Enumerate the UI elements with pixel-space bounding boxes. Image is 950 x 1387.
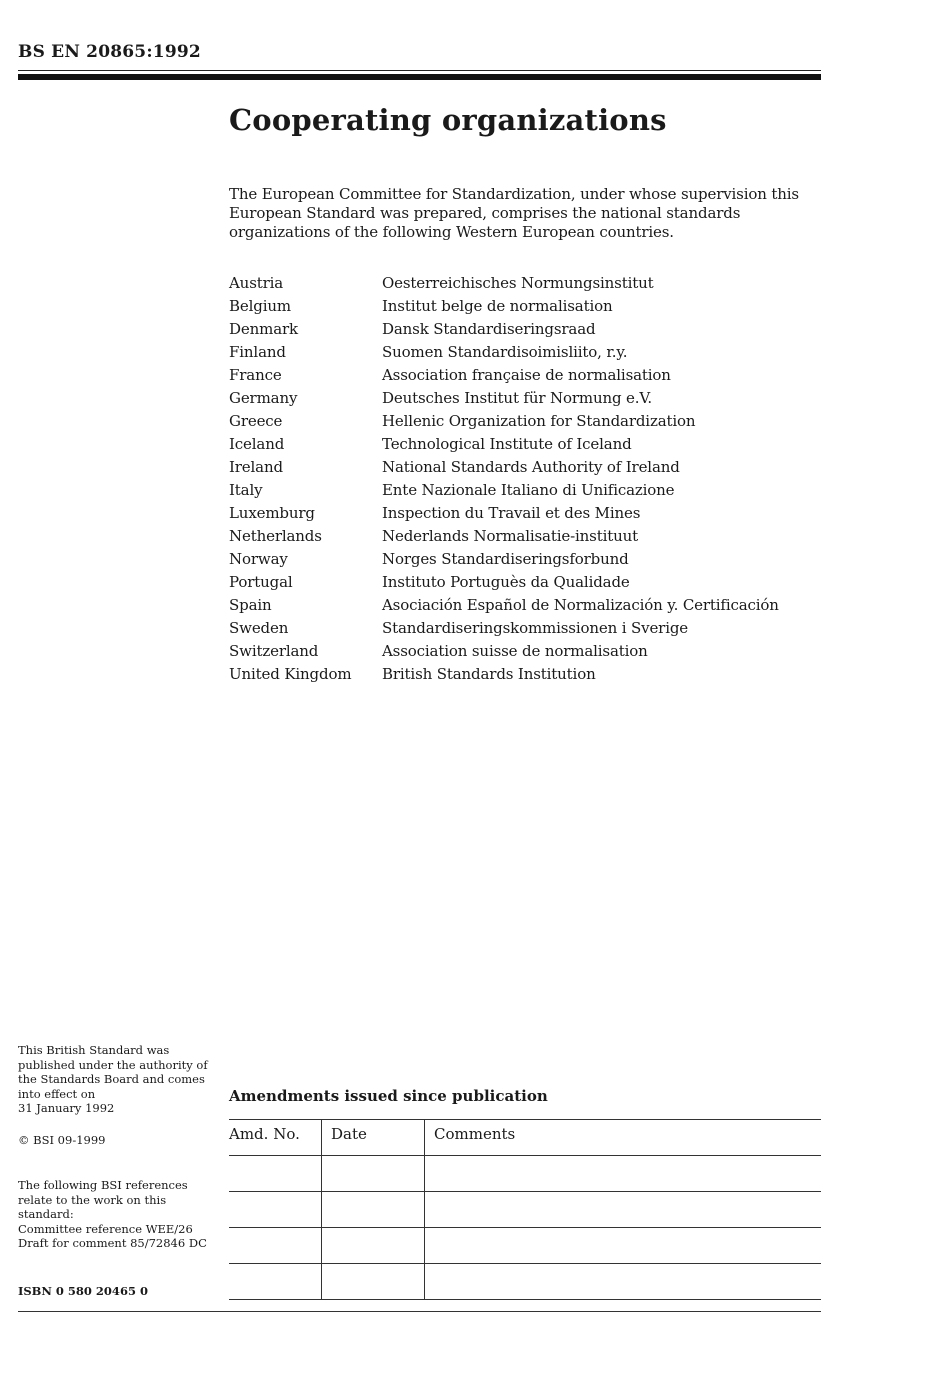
organization-row — [229, 550, 829, 573]
amendment-row — [229, 1264, 821, 1300]
organization-name: Instituto Portuguès da Qualidade — [382, 573, 630, 591]
amendment-cell — [322, 1228, 425, 1264]
organization-row — [229, 596, 829, 619]
organization-name: Technological Institute of Iceland — [382, 435, 632, 453]
organization-row — [229, 619, 829, 642]
organization-name: Hellenic Organization for Standardization — [382, 412, 696, 430]
amendment-cell — [322, 1156, 425, 1192]
amendments-table — [229, 1119, 821, 1300]
organization-row — [229, 481, 829, 504]
country-name: Germany — [229, 389, 298, 407]
organization-row — [229, 665, 829, 688]
organization-name: Norges Standardiseringsforbund — [382, 550, 629, 568]
country-name: Luxemburg — [229, 504, 315, 522]
organization-list — [229, 274, 829, 688]
amendment-cell — [322, 1264, 425, 1300]
organization-name: Association suisse de normalisation — [382, 642, 648, 660]
column-header-comments: Comments — [425, 1120, 822, 1156]
isbn: ISBN 0 580 20465 0 — [18, 1284, 148, 1298]
publication-note — [18, 1043, 223, 1116]
organization-name: British Standards Institution — [382, 665, 596, 683]
country-name: Portugal — [229, 573, 293, 591]
organization-name: Dansk Standardiseringsraad — [382, 320, 596, 338]
country-name: Netherlands — [229, 527, 322, 545]
amendment-cell — [425, 1264, 822, 1300]
page-title: Cooperating organizations — [229, 103, 667, 137]
amendment-cell — [425, 1192, 822, 1228]
amendment-cell — [229, 1264, 322, 1300]
amendment-row — [229, 1228, 821, 1264]
country-name: Belgium — [229, 297, 291, 315]
amendments-heading: Amendments issued since publication — [229, 1087, 548, 1105]
references-note — [18, 1178, 223, 1251]
organization-row — [229, 458, 829, 481]
organization-name: Association française de normalisation — [382, 366, 671, 384]
header-rule-thin — [18, 70, 821, 71]
header-rule-thick — [18, 74, 821, 80]
organization-name: Inspection du Travail et des Mines — [382, 504, 641, 522]
organization-row — [229, 412, 829, 435]
organization-name: Deutsches Institut für Normung e.V. — [382, 389, 653, 407]
country-name: Ireland — [229, 458, 283, 476]
note-line: relate to the work on this — [18, 1192, 167, 1207]
amendment-cell — [425, 1156, 822, 1192]
intro-paragraph: The European Committee for Standardization, under whose supervision this European Standard was prepared, comprises the national standards organizations of the following Western European countries. — [229, 185, 799, 241]
note-line: into effect on — [18, 1086, 96, 1101]
amendment-cell — [229, 1156, 322, 1192]
organization-row — [229, 274, 829, 297]
note-line: The following BSI references — [18, 1178, 188, 1192]
country-name: Switzerland — [229, 642, 319, 660]
organization-row — [229, 320, 829, 343]
organization-name: Standardiseringskommissionen i Sverige — [382, 619, 689, 637]
country-name: Denmark — [229, 320, 298, 338]
organization-row — [229, 504, 829, 527]
column-header-amd-no: Amd. No. — [229, 1120, 322, 1156]
organization-row — [229, 527, 829, 550]
document-id: BS EN 20865:1992 — [18, 42, 201, 62]
note-line: standard: — [18, 1207, 74, 1222]
country-name: France — [229, 366, 282, 384]
organization-row — [229, 573, 829, 596]
country-name: Sweden — [229, 619, 289, 637]
country-name: Spain — [229, 596, 272, 614]
country-name: Italy — [229, 481, 263, 499]
country-name: Norway — [229, 550, 288, 568]
note-line: Draft for comment 85/72846 DC — [18, 1236, 207, 1251]
amendment-cell — [229, 1192, 322, 1228]
organization-row — [229, 343, 829, 366]
organization-row — [229, 389, 829, 412]
copyright-note: © BSI 09-1999 — [18, 1133, 106, 1147]
note-line: Committee reference WEE/26 — [18, 1221, 193, 1236]
organization-name: Ente Nazionale Italiano di Unificazione — [382, 481, 675, 499]
country-name: Greece — [229, 412, 283, 430]
footer-rule — [18, 1311, 821, 1312]
amendments-header-row — [229, 1120, 821, 1156]
organization-name: Suomen Standardisoimisliito, r.y. — [382, 343, 628, 361]
organization-name: Asociación Español de Normalización y. Certificación — [382, 596, 779, 614]
amendment-cell — [425, 1228, 822, 1264]
note-line: the Standards Board and comes — [18, 1072, 205, 1087]
organization-name: National Standards Authority of Ireland — [382, 458, 680, 476]
organization-row — [229, 642, 829, 665]
country-name: United Kingdom — [229, 665, 352, 683]
note-line: 31 January 1992 — [18, 1101, 115, 1116]
amendment-row — [229, 1192, 821, 1228]
amendment-cell — [322, 1192, 425, 1228]
organization-name: Oesterreichisches Normungsinstitut — [382, 274, 654, 292]
organization-row — [229, 366, 829, 389]
country-name: Finland — [229, 343, 286, 361]
note-line: This British Standard was — [18, 1043, 170, 1057]
organization-name: Nederlands Normalisatie-instituut — [382, 527, 639, 545]
organization-row — [229, 435, 829, 458]
note-line: published under the authority of — [18, 1057, 208, 1072]
country-name: Iceland — [229, 435, 285, 453]
organization-row — [229, 297, 829, 320]
amendment-cell — [229, 1228, 322, 1264]
country-name: Austria — [229, 274, 284, 292]
column-header-date: Date — [322, 1120, 425, 1156]
organization-name: Institut belge de normalisation — [382, 297, 613, 315]
amendment-row — [229, 1156, 821, 1192]
